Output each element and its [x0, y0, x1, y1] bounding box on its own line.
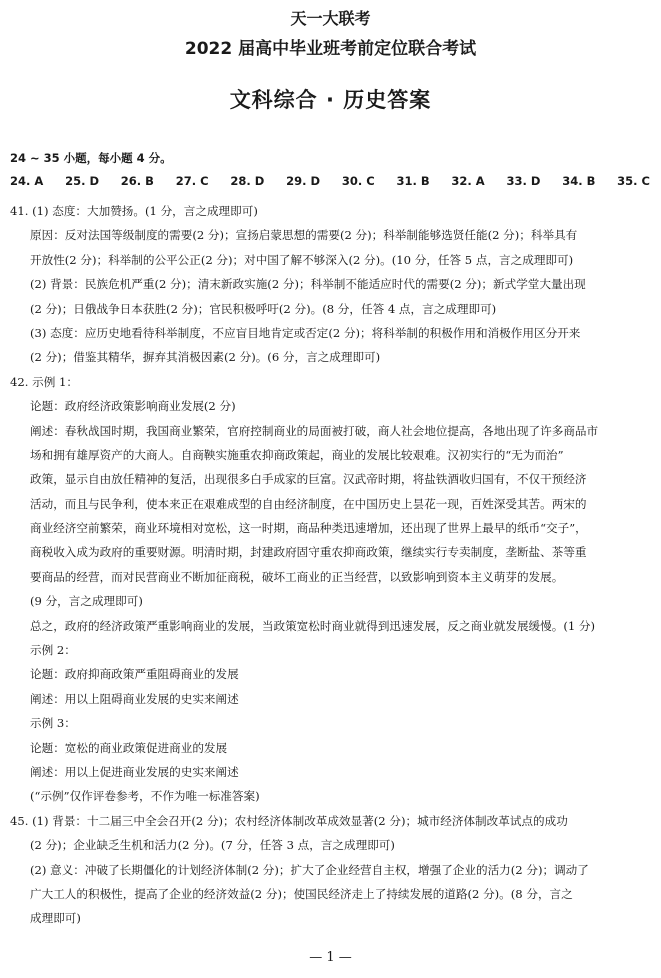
answer-item: 25. D — [65, 174, 99, 188]
answer-line: (“示例”仅作评卷参考，不作为唯一标准答案) — [30, 789, 260, 804]
answer-line: 论题：政府抑商政策严重阻碍商业的发展 — [30, 667, 239, 682]
answer-item: 24. A — [10, 174, 44, 188]
answer-line: (2 分)；企业缺乏生机和活力(2 分)。(7 分，任答 3 点，言之成理即可) — [30, 838, 395, 853]
answer-item: 32. A — [451, 174, 485, 188]
answer-line: 商税收入成为政府的重要财源。明清时期，封建政府固守重农抑商政策，继续实行专卖制度，垄断盐、茶等重 — [30, 545, 587, 560]
answer-line: 政策，显示自由放任精神的复活，出现很多白手成家的巨富。汉武帝时期，将盐铁酒收归国有，不仅干预经济 — [30, 472, 587, 487]
answer-item: 27. C — [175, 174, 209, 188]
organizer-title: 天一大联考 — [290, 9, 371, 28]
answer-item: 33. D — [506, 174, 541, 188]
answer-line: 阐述：用以上促进商业发展的史实来阐述 — [30, 764, 239, 779]
answer-line: (9 分，言之成理即可) — [30, 594, 143, 609]
answer-line: 开放性(2 分)；科举制的公平公正(2 分)；对中国了解不够深入(2 分)。(10 分，任答 5 点，言之成理即可) — [30, 252, 574, 267]
answer-line: (3) 态度：应历史地看待科举制度，不应盲目地肯定或否定(2 分)；将科举制的积极作用和消极作用区分开来 — [30, 325, 581, 340]
answer-line: (2) 背景：民族危机严重(2 分)；清末新政实施(2 分)；科举制不能适应时代的需要(2 分)；新式学堂大量出现 — [30, 277, 586, 292]
answer-line: 总之，政府的经济政策严重影响商业的发展，当政策宽松时商业就得到迅速发展，反之商业就发展缓慢。(1 分) — [30, 618, 596, 633]
scoring-note: 24 ~ 35 小题，每小题 4 分。 — [10, 151, 172, 165]
answer-line: 要商品的经营，而对民营商业不断加征商税，破坏工商业的正当经营，以致影响到资本主义萌芽的发展。 — [30, 569, 564, 584]
answer-item: 28. D — [230, 174, 265, 188]
answer-item: 34. B — [562, 174, 596, 188]
answer-line: 场和拥有雄厚资产的大商人。自商鞅实施重农抑商政策起，商业的发展比较艰难。汉初实行的“无为而治” — [30, 447, 564, 462]
answer-line: 论题：宽松的商业政策促进商业的发展 — [30, 740, 228, 755]
answer-line: (2) 意义：冲破了长期僵化的计划经济体制(2 分)；扩大了企业经营自主权，增强了企业的活力(2 分)；调动了 — [30, 862, 589, 877]
answer-item: 35. C — [617, 174, 650, 188]
answer-body — [10, 199, 651, 931]
subject-title: 文科综合 · 历史答案 — [229, 88, 432, 112]
answer-line: (2 分)；日俄战争日本获胜(2 分)；官民积极呼吁(2 分)。(8 分，任答 4 点，言之成理即可) — [30, 301, 497, 316]
answer-line: 示例 3： — [30, 716, 76, 731]
answer-line: (2 分)；借鉴其精华，摒弃其消极因素(2 分)。(6 分，言之成理即可) — [30, 350, 381, 365]
answer-item: 31. B — [396, 174, 430, 188]
answer-item: 29. D — [286, 174, 321, 188]
answer-line: 45. (1) 背景：十二届三中全会召开(2 分)；农村经济体制改革成效显著(2 分)；城市经济体制改革试点的成功 — [10, 813, 568, 828]
answer-line: 阐述：春秋战国时期，我国商业繁荣，官府控制商业的局面被打破，商人社会地位提高，各地出现了许多商品市 — [30, 423, 599, 438]
page-number: — 1 — — [309, 950, 352, 965]
answer-item: 30. C — [341, 174, 375, 188]
answer-line: 42. 示例 1： — [10, 374, 78, 389]
answer-line: 原因：反对法国等级制度的需要(2 分)；宣扬启蒙思想的需要(2 分)；科举制能够选贤任能(2 分)；科举具有 — [30, 228, 578, 243]
answer-line: 阐述：用以上阻碍商业发展的史实来阐述 — [30, 691, 239, 706]
answer-line: 论题：政府经济政策影响商业发展(2 分) — [30, 399, 236, 414]
answer-line: 示例 2： — [30, 643, 76, 658]
answer-line: 活动，而且与民争利，使本来正在艰难成型的自由经济制度，在中国历史上昙花一现，百姓深受其苦。两宋的 — [30, 496, 587, 511]
answer-line: 41. (1) 态度：大加赞扬。(1 分，言之成理即可) — [10, 204, 258, 218]
answer-line: 商业经济空前繁荣，商业环境相对宽松，这一时期，商品种类迅速增加，还出现了世界上最早的纸币“交子”， — [30, 521, 587, 536]
answer-item: 26. B — [120, 174, 154, 188]
exam-title: 2022 届高中毕业班考前定位联合考试 — [184, 39, 477, 59]
answer-line: 广大工人的积极性，提高了企业的经济效益(2 分)；使国民经济走上了持续发展的道路(2 分)。(8 分，言之 — [30, 886, 573, 901]
multiple-choice-answers — [10, 174, 650, 188]
answer-line: 成理即可) — [30, 911, 81, 926]
